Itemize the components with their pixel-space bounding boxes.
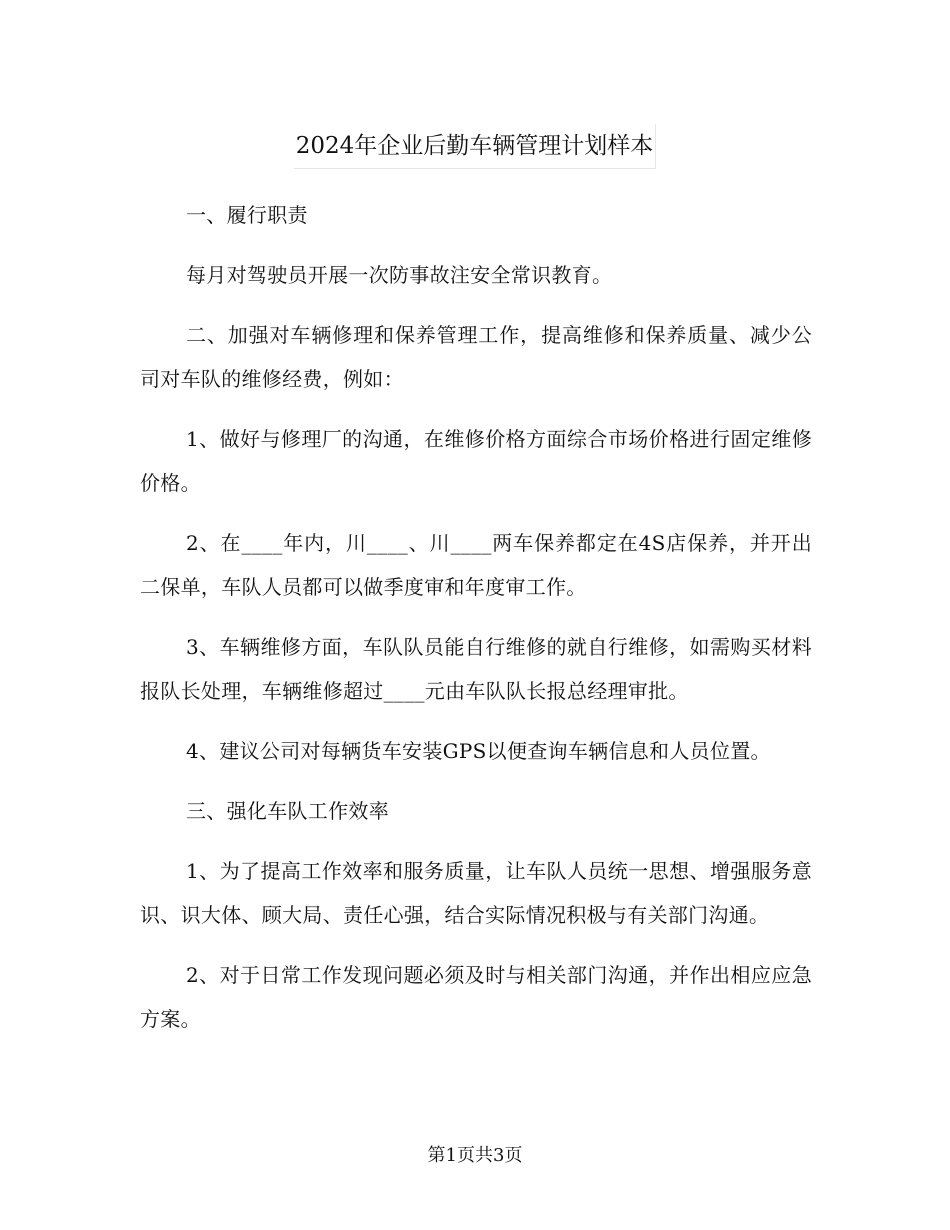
- page-number: 第1页共3页: [427, 1145, 523, 1166]
- list-item: 3、车辆维修方面，车队队员能自行维修的就自行维修，如需购买材料报队长处理，车辆维修超过____元由车队队长报总经理审批。: [140, 635, 812, 703]
- document-title: 2024年企业后勤车辆管理计划样本: [294, 124, 657, 169]
- list-item: 4、建议公司对每辆货车安装GPS以便查询车辆信息和人员位置。: [186, 739, 771, 763]
- section-heading-3: 三、强化车队工作效率: [186, 799, 389, 823]
- paragraph: 每月对驾驶员开展一次防事故注安全常识教育。: [186, 263, 613, 287]
- list-item: 2、对于日常工作发现问题必须及时与相关部门沟通，并作出相应应急方案。: [140, 963, 812, 1031]
- list-item: 1、为了提高工作效率和服务质量，让车队人员统一思想、增强服务意识、识大体、顾大局、责任心强，结合实际情况积极与有关部门沟通。: [140, 859, 812, 927]
- list-item: 1、做好与修理厂的沟通，在维修价格方面综合市场价格进行固定维修价格。: [140, 427, 812, 495]
- title-container: [0, 124, 950, 169]
- section-heading-1: 一、履行职责: [186, 203, 308, 227]
- list-item: 2、在____年内，川____、川____两车保养都定在4S店保养，并开出二保单，车队人员都可以做季度审和年度审工作。: [140, 531, 812, 599]
- document-body: [140, 193, 812, 1057]
- section-heading-2: 二、加强对车辆修理和保养管理工作，提高维修和保养质量、减少公司对车队的维修经费，例如：: [140, 323, 812, 391]
